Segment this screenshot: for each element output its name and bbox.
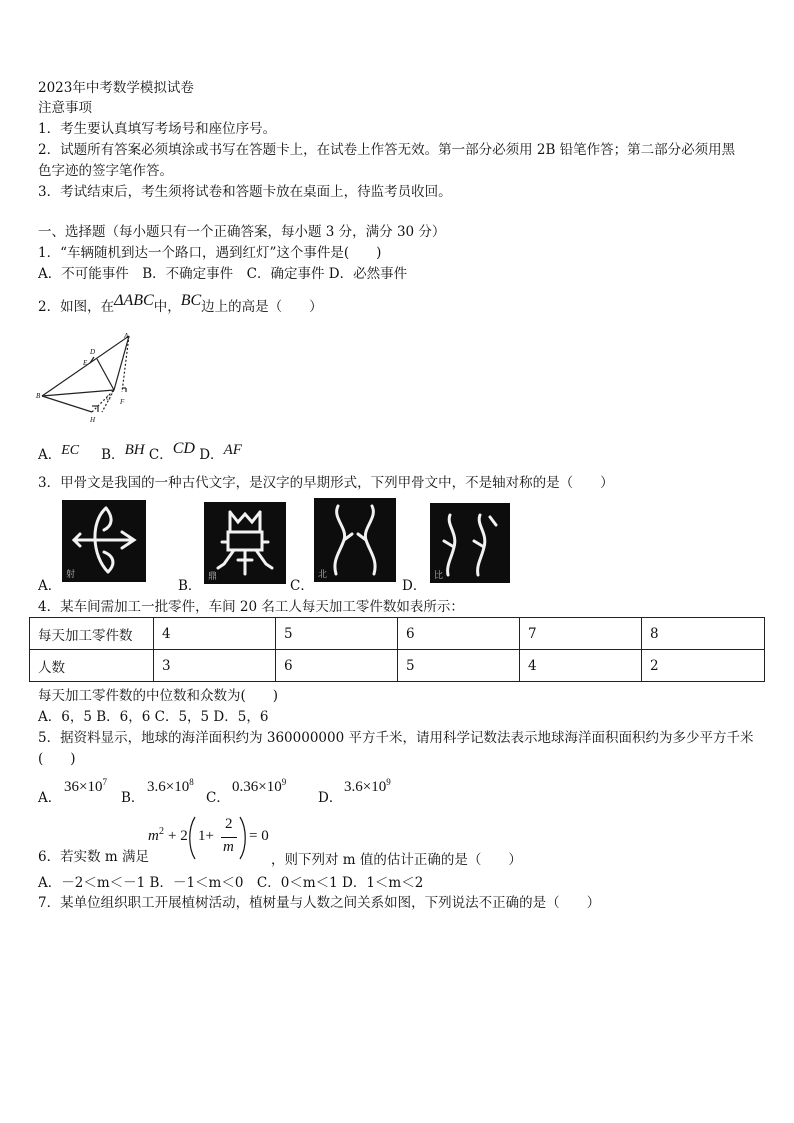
q3-opt-a: A． bbox=[38, 578, 62, 594]
glyph-b-label: 鼎 bbox=[208, 572, 218, 582]
table-cell: 人数 bbox=[30, 650, 154, 682]
figure-label-f: F bbox=[120, 398, 125, 406]
q5-opt-c-exp: 9 bbox=[281, 777, 287, 787]
table-cell: 3 bbox=[154, 650, 276, 682]
figure-label-b: B bbox=[36, 392, 41, 400]
q4-options: A．6，5 B．6，6 C．5，5 D．5，6 bbox=[38, 709, 269, 725]
q3-opt-c: C． bbox=[290, 578, 314, 594]
table-cell: 8 bbox=[642, 618, 765, 650]
figure-label-a: A bbox=[124, 332, 129, 340]
eq-denominator: m bbox=[223, 839, 234, 855]
notice-item-1: 1．考生要认真填写考场号和座位序号。 bbox=[38, 121, 277, 137]
glyph-d-label: 比 bbox=[434, 571, 444, 581]
q6-suffix: ，则下列对 m 值的估计正确的是（ ） bbox=[271, 852, 522, 868]
figure-label-c: C bbox=[106, 394, 111, 402]
table-cell: 4 bbox=[154, 618, 276, 650]
glyph-a-label: 射 bbox=[66, 570, 76, 580]
q2-suffix: 边上的高是（ ） bbox=[201, 299, 323, 315]
table-row bbox=[30, 650, 765, 682]
q1-options: A．不可能事件 B．不确定事件 C．确定事件 D．必然事件 bbox=[38, 266, 408, 282]
oracle-glyph-c bbox=[314, 498, 396, 582]
eq-plus-two: + 2 bbox=[168, 828, 188, 844]
q5-paren: ( ) bbox=[38, 751, 76, 767]
eq-square: 2 bbox=[159, 826, 164, 837]
q5-opt-b-exp: 8 bbox=[189, 777, 194, 787]
q5-opt-c bbox=[232, 777, 286, 796]
q2-opt-a-letter: A． bbox=[38, 447, 62, 463]
eq-one-plus: 1+ bbox=[198, 828, 214, 844]
q6-equation bbox=[148, 816, 278, 862]
q6-prefix: 6．若实数 m 满足 bbox=[38, 849, 149, 865]
q5-opt-a-base: 36×10 bbox=[64, 779, 103, 795]
q2-triangle-figure bbox=[36, 332, 136, 428]
q1-stem: 1．“车辆随机到达一个路口，遇到红灯”这个事件是( ) bbox=[38, 245, 382, 261]
eq-rhs: = 0 bbox=[249, 828, 269, 844]
q5-stem: 5．据资料显示，地球的海洋面积约为 360000000 平方千米，请用科学记数法表示地球海洋面积面积约为多少平方千米 bbox=[38, 730, 754, 746]
q2-opt-d-letter: D． bbox=[199, 447, 224, 463]
q6-options: A．－2＜m＜－1 B．－1＜m＜0 C．0＜m＜1 D．1＜m＜2 bbox=[38, 875, 424, 891]
glyph-c-label: 北 bbox=[318, 570, 328, 580]
notice-title: 注意事项 bbox=[38, 100, 92, 116]
q5-opt-d-letter: D． bbox=[318, 790, 343, 806]
table-cell: 每天加工零件数 bbox=[30, 618, 154, 650]
q2-triangle: ΔABC bbox=[114, 292, 154, 309]
oracle-glyph-d bbox=[430, 503, 510, 583]
table-cell: 5 bbox=[276, 618, 398, 650]
q7-stem: 7．某单位组织职工开展植树活动，植树量与人数之间关系如图，下列说法不正确的是（ ） bbox=[38, 895, 601, 911]
eq-fraction-bar bbox=[221, 837, 237, 838]
q5-opt-a-letter: A． bbox=[38, 790, 62, 806]
table-cell: 6 bbox=[276, 650, 398, 682]
table-cell: 7 bbox=[520, 618, 642, 650]
figure-label-h: H bbox=[90, 416, 96, 424]
notice-item-2: 2．试题所有答案必须填涂或书写在答题卡上，在试卷上作答无效。第一部分必须用 2B 铅笔作答；第二部分必须用黑 bbox=[38, 142, 736, 158]
q5-opt-b-letter: B． bbox=[121, 790, 145, 806]
oracle-glyph-a bbox=[62, 500, 146, 582]
q5-opt-d-exp: 9 bbox=[386, 777, 391, 787]
figure-label-d: D bbox=[90, 348, 96, 356]
exam-title: 2023年中考数学模拟试卷 bbox=[38, 80, 194, 96]
eq-numerator: 2 bbox=[225, 816, 233, 832]
q5-opt-d-base: 3.6×10 bbox=[344, 779, 387, 795]
q4-question: 每天加工零件数的中位数和众数为( ) bbox=[38, 688, 279, 704]
q2-opt-c: CD bbox=[172, 440, 195, 457]
q2-mid: 中， bbox=[153, 299, 181, 315]
q5-opt-a bbox=[64, 777, 107, 796]
table-cell: 6 bbox=[398, 618, 520, 650]
table-cell: 4 bbox=[520, 650, 642, 682]
notice-item-2-cont: 色字迹的签字笔作答。 bbox=[38, 163, 173, 179]
oracle-glyph-b bbox=[204, 502, 286, 584]
q2-options bbox=[38, 440, 242, 465]
q5-opt-c-letter: C． bbox=[206, 790, 230, 806]
q5-opt-a-exp: 7 bbox=[102, 777, 107, 787]
q3-opt-d: D． bbox=[402, 578, 427, 594]
q4-stem: 4．某车间需加工一批零件，车间 20 名工人每天加工零件数如表所示： bbox=[38, 599, 464, 615]
eq-m: m bbox=[148, 828, 159, 844]
q5-opt-d bbox=[344, 777, 391, 796]
q2-prefix: 2．如图，在 bbox=[38, 299, 115, 315]
table-row bbox=[30, 618, 765, 650]
q2-opt-c-letter: C． bbox=[148, 447, 173, 463]
q5-opt-b bbox=[147, 777, 194, 796]
eq-right-paren bbox=[239, 816, 247, 860]
q2-opt-d: AF bbox=[223, 442, 242, 458]
notice-item-3: 3．考试结束后，考生须将试卷和答题卡放在桌面上，待监考员收回。 bbox=[38, 184, 452, 200]
eq-left-paren bbox=[188, 816, 196, 860]
q2-side: BC bbox=[180, 292, 202, 309]
q3-stem: 3．甲骨文是我国的一种古代文字，是汉字的早期形式，下列甲骨文中，不是轴对称的是（ ） bbox=[38, 475, 614, 491]
q4-table bbox=[29, 617, 765, 682]
q3-opt-b: B． bbox=[178, 578, 202, 594]
table-cell: 5 bbox=[398, 650, 520, 682]
figure-label-e: E bbox=[83, 359, 88, 367]
q2-opt-b-letter: B． bbox=[101, 447, 125, 463]
q2-opt-a: EC bbox=[61, 443, 80, 458]
q5-opt-b-base: 3.6×10 bbox=[147, 779, 190, 795]
table-cell: 2 bbox=[642, 650, 765, 682]
section-title: 一、选择题（每小题只有一个正确答案，每小题 3 分，满分 30 分） bbox=[38, 224, 446, 240]
q2-opt-b: BH bbox=[124, 442, 145, 458]
q2-stem bbox=[38, 292, 323, 316]
q5-opt-c-base: 0.36×10 bbox=[232, 779, 282, 795]
